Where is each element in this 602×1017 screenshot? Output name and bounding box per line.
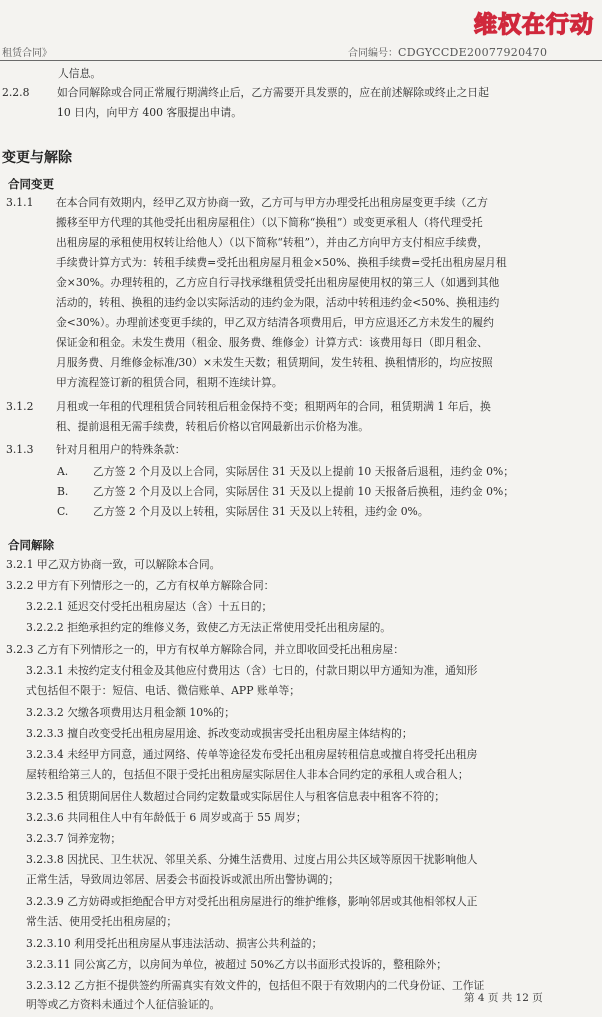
watermark-stamp: 维权在行动	[474, 12, 594, 38]
clause-line: 3.2.3.7 饲养宠物；	[26, 832, 122, 845]
clause-number: 3.1.1	[6, 196, 34, 209]
clause-number: 3.1.2	[6, 400, 34, 413]
page-header	[0, 44, 602, 60]
clause-line: 3.2.2 甲方有下列情形之一的，乙方有权单方解除合同：	[6, 579, 275, 592]
list-item-text: 乙方签 2 个月及以上转租，实际居住 31 天及以上转租，违约金 0%。	[93, 505, 429, 518]
clause-line: 3.2.3.9 乙方妨碍或拒绝配合甲方对受托出租房屋进行的维护维修，影响邻居或其他相邻权人正	[26, 895, 478, 908]
clause-number: 3.1.3	[6, 443, 34, 456]
clause-line: 3.2.3.4 未经甲方同意，通过网络、传单等途径发布受托出租房屋转租信息或擅自将受托出租房	[26, 748, 478, 761]
continued-text: 人信息。	[58, 67, 102, 80]
clause-line: 正常生活，导致周边邻居、居委会书面投诉或派出所出警协调的；	[26, 873, 340, 886]
subsection-heading-termination: 合同解除	[8, 538, 54, 552]
clause-line: 在本合同有效期内，经甲乙双方协商一致，乙方可与甲方办理受托出租房屋变更手续（乙方	[56, 196, 488, 209]
clause-line: 月租或一年租的代理租赁合同转租后租金保持不变；租期两年的合同，租赁期满 1 年后，换	[56, 400, 491, 413]
clause-line: 保证金和租金。未发生费用（租金、服务费、维修金）计算方式：该费用每日（即月租金、	[56, 336, 488, 349]
clause-line: 3.2.3.12 乙方拒不提供签约所需真实有效文件的，包括但不限于有效期内的二代身份证、工作证	[26, 979, 485, 992]
clause-line: 搬移至甲方代理的其他受托出租房屋租住）（以下简称“换租”）或变更承租人（将代理受托	[56, 216, 483, 229]
contract-label: 合同编号：	[348, 48, 398, 59]
clause-line: 3.2.3.6 共同租住人中有年龄低于 6 周岁或高于 55 周岁；	[26, 811, 307, 824]
clause-line: 3.2.1 甲乙双方协商一致，可以解除本合同。	[6, 558, 221, 571]
header-contract-number	[348, 44, 547, 59]
clause-line: 3.2.2.2 拒绝承担约定的维修义务，致使乙方无法正常使用受托出租房屋的。	[26, 621, 392, 634]
clause-line: 3.2.3.8 因扰民、卫生状况、邻里关系、分摊生活费用、过度占用公共区域等原因干扰影响他人	[26, 853, 478, 866]
clause-line: 甲方流程签订新的租赁合同，租期不连续计算。	[56, 376, 283, 389]
clause-line: 如合同解除或合同正常履行期满终止后，乙方需要开具发票的，应在前述解除或终止之日起	[57, 86, 489, 99]
clause-line: 手续费计算方式为：转租手续费=受托出租房屋月租金×50%、换租手续费=受托出租房屋月租	[56, 256, 507, 269]
clause-line: 3.2.3.10 利用受托出租房屋从事违法活动、损害公共利益的；	[26, 937, 323, 950]
clause-line: 3.2.3.2 欠缴各项费用达月租金额 10%的；	[26, 706, 235, 719]
clause-line: 金×30%。办理转租的，乙方应自行寻找承继租赁受托出租房屋使用权的第三人（如遇到其他	[56, 276, 500, 289]
clause-line: 式包括但不限于：短信、电话、微信账单、APP 账单等；	[26, 684, 301, 697]
clause-line: 活动的，转租、换租的违约金以实际活动的违约金为限，活动中转租违约金<50%、换租违约	[56, 296, 500, 309]
list-item-text: 乙方签 2 个月及以上合同，实际居住 31 天及以上提前 10 天报备后退租，违约金 0%；	[93, 465, 514, 478]
clause-line: 3.2.3.5 租赁期间居住人数超过合同约定数量或实际居住人与租客信息表中租客不符的；	[26, 790, 446, 803]
clause-line: 10 日内，向甲方 400 客服提出申请。	[57, 106, 243, 119]
section-title: 变更与解除	[2, 150, 72, 166]
list-marker: B.	[57, 485, 69, 498]
clause-line: 针对月租用户的特殊条款：	[56, 443, 186, 456]
contract-code: CDGYCCDE20077920470	[398, 46, 548, 59]
clause-line: 3.2.3.3 擅自改变受托出租房屋用途、拆改变动或损害受托出租房屋主体结构的；	[26, 727, 413, 740]
clause-line: 明等或乙方资料未通过个人征信验证的。	[26, 998, 221, 1011]
clause-line: 出租房屋的承租使用权转让给他人）（以下简称“转租”），并由乙方向甲方支付相应手续费，	[56, 236, 489, 249]
page-number: 第 4 页 共 12 页	[464, 992, 543, 1004]
header-doc-name: 租赁合同》	[2, 48, 52, 59]
clause-line: 3.2.3 乙方有下列情形之一的，甲方有权单方解除合同，并立即收回受托出租房屋：	[6, 643, 404, 656]
clause-line: 月服务费、月维修金标准/30）×未发生天数；租赁期间，发生转租、换租情形的，均应按照	[56, 356, 493, 369]
header-divider	[0, 60, 602, 61]
list-marker: C.	[57, 505, 69, 518]
subsection-heading-change: 合同变更	[8, 177, 54, 191]
clause-line: 3.2.3.11 同公寓乙方，以房间为单位，被超过 50%乙方以书面形式投诉的，整租除外；	[26, 958, 448, 971]
clause-line: 租、提前退租无需手续费，转租后价格以官网最新出示价格为准。	[56, 420, 370, 433]
clause-line: 常生活、使用受托出租房屋的；	[26, 915, 178, 928]
clause-line: 金<30%）。办理前述变更手续的，甲乙双方结清各项费用后，甲方应退还乙方未发生的履约	[56, 316, 494, 329]
list-marker: A.	[57, 465, 69, 478]
clause-number: 2.2.8	[2, 86, 30, 99]
list-item-text: 乙方签 2 个月及以上合同，实际居住 31 天及以上提前 10 天报备后换租，违约金 0%；	[93, 485, 514, 498]
clause-line: 3.2.3.1 未按约定支付租金及其他应付费用达（含）七日的，付款日期以甲方通知为准，通知形	[26, 664, 478, 677]
clause-line: 屋转租给第三人的，包括但不限于受托出租房屋实际居住人非本合同约定的承租人或合租人；	[26, 768, 469, 781]
clause-line: 3.2.2.1 延迟交付受托出租房屋达（含）十五日的；	[26, 600, 273, 613]
